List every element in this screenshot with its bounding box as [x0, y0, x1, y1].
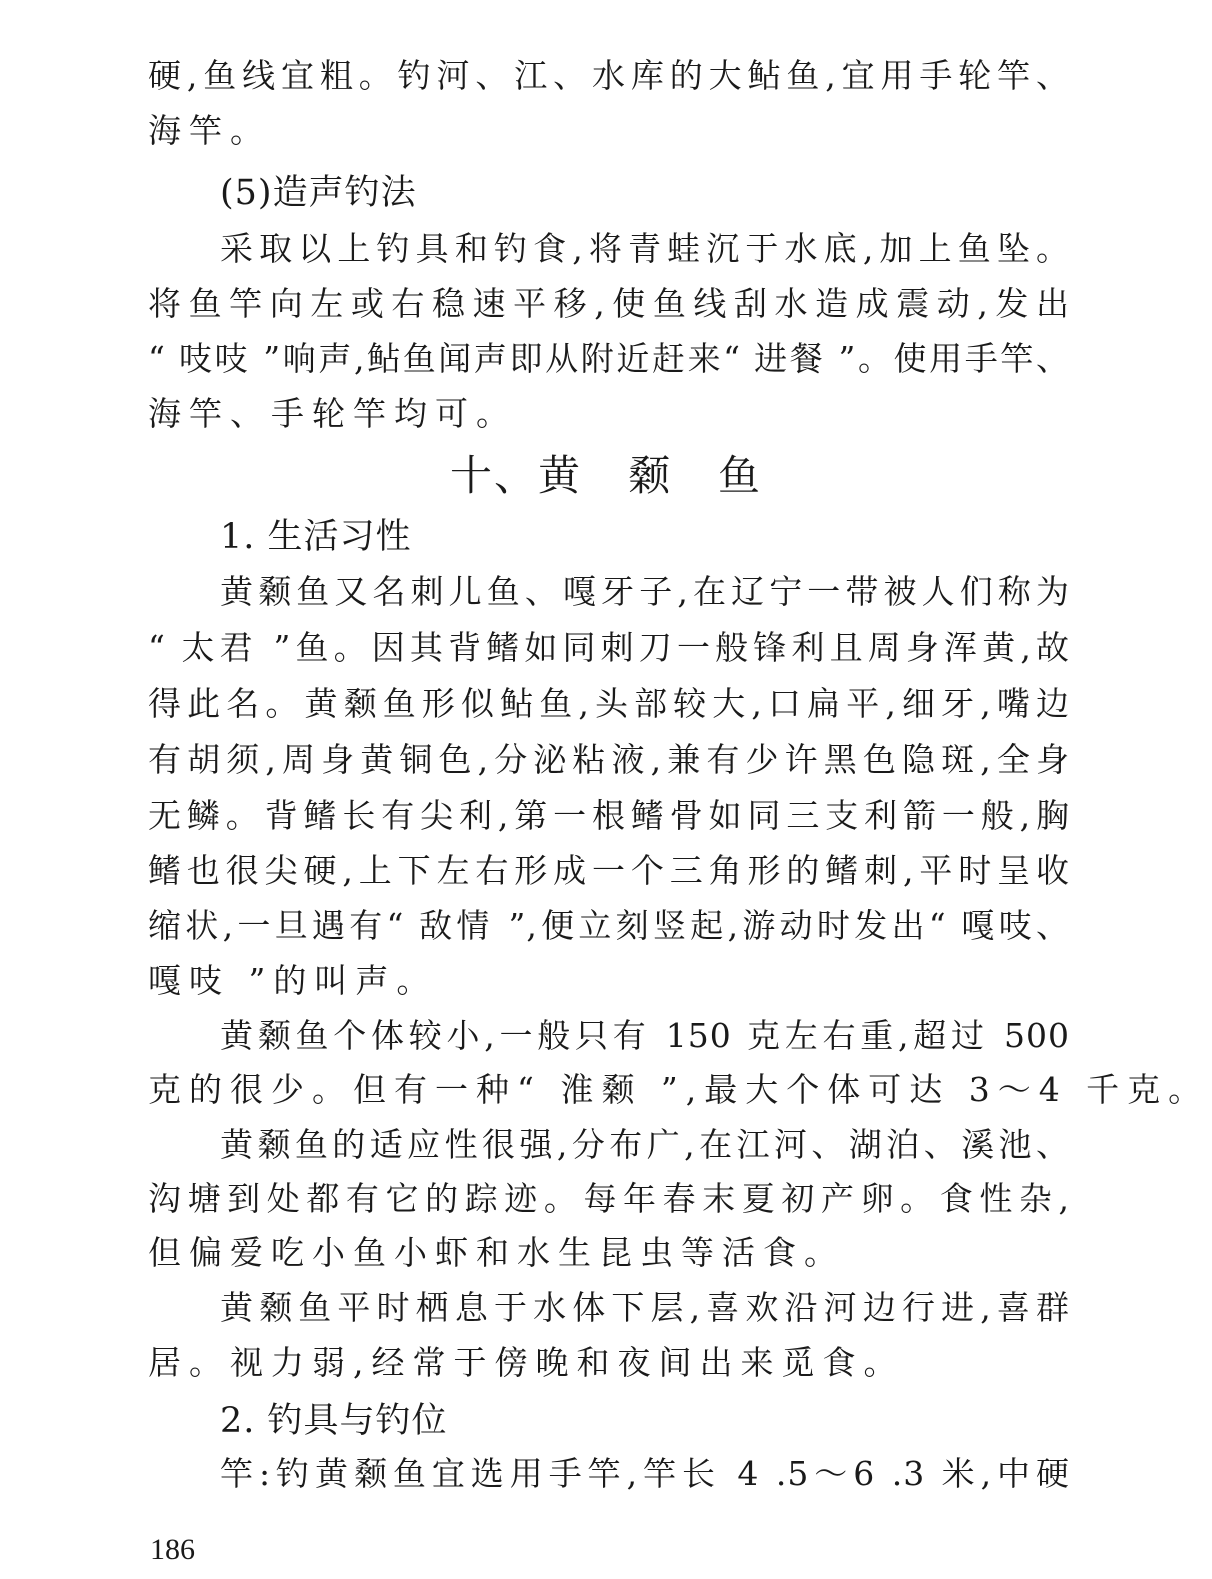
text-line: “ 吱吱 ”响声,鲇鱼闻声即从附近赶来“ 进餐 ”。使用手竿、	[148, 339, 1070, 378]
text-line: 采取以上钓具和钓食,将青蛙沉于水底,加上鱼坠。	[220, 229, 1070, 268]
text-line: 黄颡鱼的适应性很强,分布广,在江河、湖泊、溪池、	[220, 1125, 1070, 1164]
text-line: 无鳞。背鳍长有尖利,第一根鳍骨如同三支利箭一般,胸	[148, 796, 1070, 835]
subsection-heading: 1. 生活习性	[220, 517, 412, 557]
text-line: 将鱼竿向左或右稳速平移,使鱼线刮水造成震动,发出	[148, 284, 1070, 323]
text-line: 居。视力弱,经常于傍晚和夜间出来觅食。	[148, 1343, 905, 1382]
subsection-heading: 2. 钓具与钓位	[220, 1401, 448, 1441]
text-line: 海竿、手轮竿均可。	[148, 394, 517, 433]
text-line: 黄颡鱼又名刺儿鱼、嘎牙子,在辽宁一带被人们称为	[220, 572, 1070, 611]
text-line: 黄颡鱼个体较小,一般只有 150 克左右重,超过 500	[220, 1016, 1070, 1055]
section-title: 十、黄 颡 鱼	[449, 451, 763, 500]
subsection-heading: (5)造声钓法	[220, 173, 417, 213]
text-line: 有胡须,周身黄铜色,分泌粘液,兼有少许黑色隐斑,全身	[148, 740, 1070, 779]
text-line: 克的很少。但有一种“ 淮颡 ”,最大个体可达 3～4 千克。	[148, 1070, 1210, 1109]
text-line: 硬,鱼线宜粗。钓河、江、水库的大鲇鱼,宜用手轮竿、	[148, 56, 1070, 95]
text-line: “ 太君 ”鱼。因其背鳍如同刺刀一般锋利且周身浑黄,故	[148, 628, 1070, 667]
text-line: 海竿。	[148, 111, 271, 150]
text-line: 但偏爱吃小鱼小虾和水生昆虫等活食。	[148, 1233, 845, 1272]
text-line: 鳍也很尖硬,上下左右形成一个三角形的鳍刺,平时呈收	[148, 851, 1070, 890]
text-line: 沟塘到处都有它的踪迹。每年春末夏初产卵。食性杂,	[148, 1179, 1070, 1218]
text-line: 黄颡鱼平时栖息于水体下层,喜欢沿河边行进,喜群	[220, 1288, 1070, 1327]
text-line: 嘎吱 ”的叫声。	[148, 961, 438, 1000]
text-line: 得此名。黄颡鱼形似鲇鱼,头部较大,口扁平,细牙,嘴边	[148, 684, 1070, 723]
page-number: 186	[150, 1533, 195, 1566]
text-line: 竿:钓黄颡鱼宜选用手竿,竿长 4 .5～6 .3 米,中硬	[220, 1454, 1070, 1493]
text-line: 缩状,一旦遇有“ 敌情 ”,便立刻竖起,游动时发出“ 嘎吱、	[148, 906, 1070, 945]
